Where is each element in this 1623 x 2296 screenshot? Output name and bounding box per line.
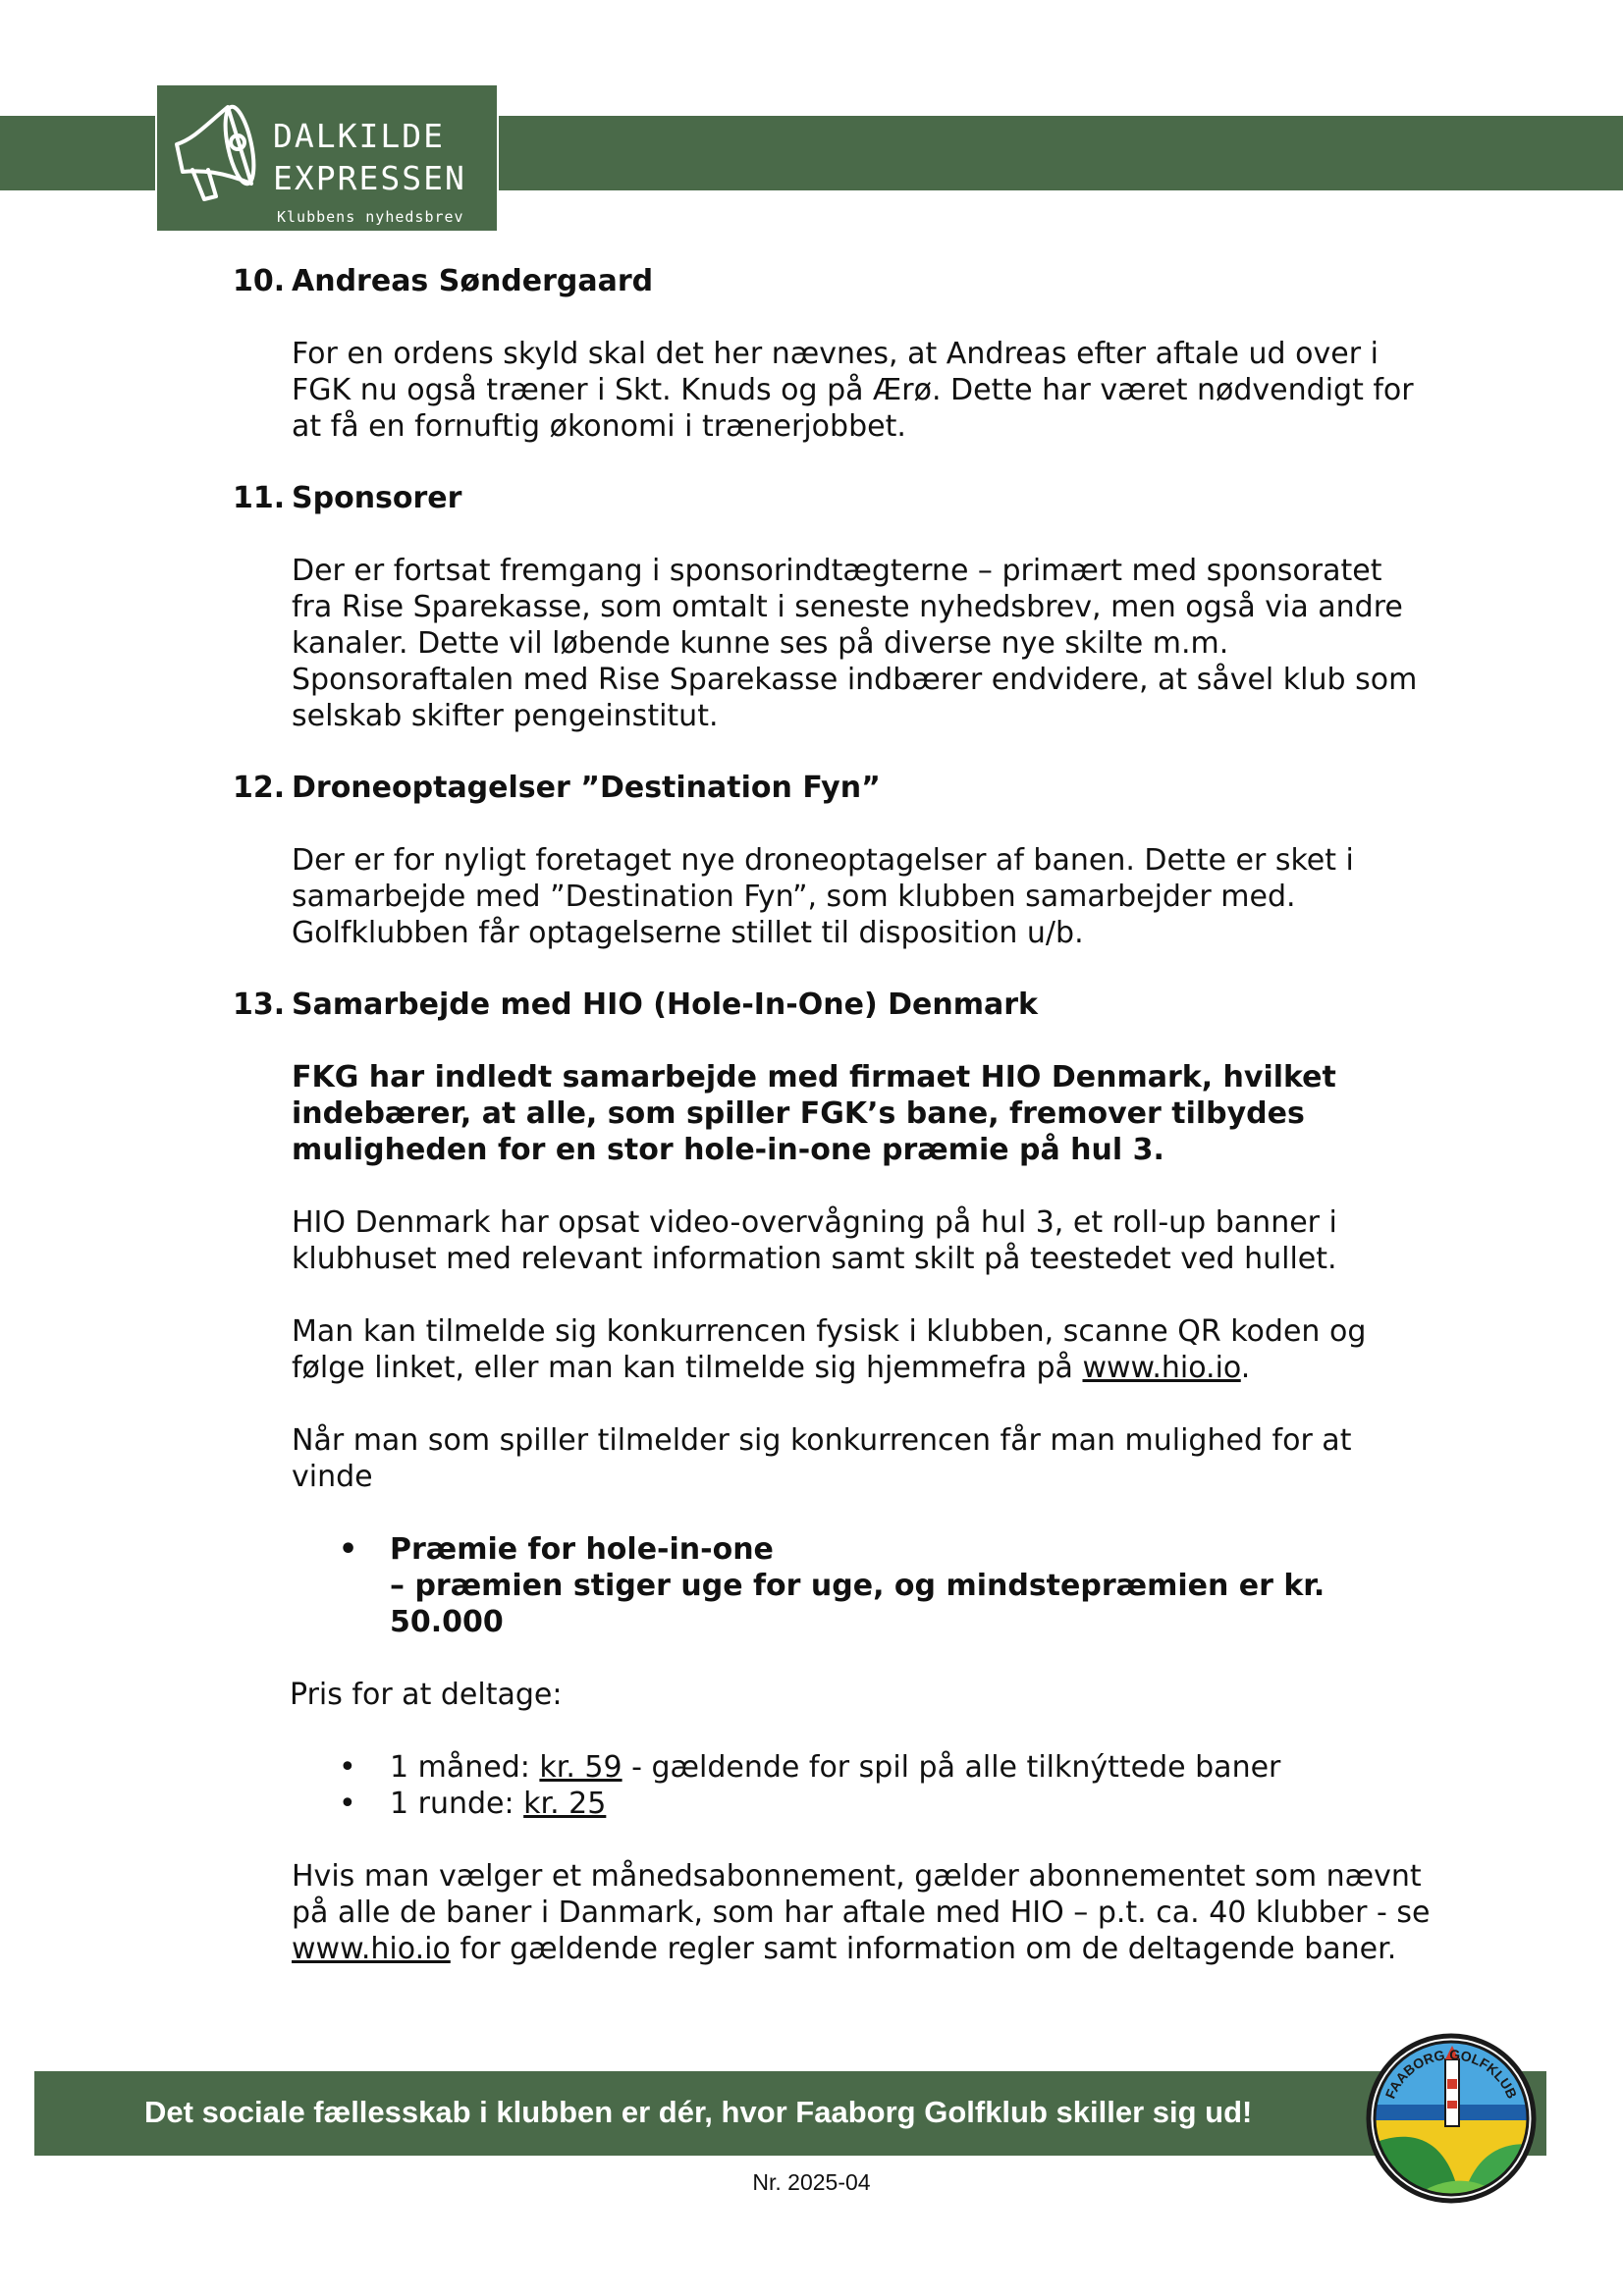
section-heading [233, 263, 1431, 299]
paragraph: HIO Denmark har opsat video-overvågning på hul 3, et roll-up banner i klubhuset med relevant information samt skilt på teestedet ved hullet. [292, 1205, 1337, 1276]
footer-band [34, 2071, 1546, 2156]
hio-link[interactable]: www.hio.io [292, 1932, 451, 1966]
newsletter-subtitle: Klubbens nyhedsbrev [277, 208, 464, 226]
list-item [390, 1531, 1431, 1640]
price-text: - gældende for spil på alle tilknýttede baner [622, 1750, 1281, 1785]
price-text: 1 måned: [390, 1750, 540, 1785]
signup-text: Man kan tilmelde sig konkurrencen fysisk i klubben, scanne QR koden og følge linket, eller man kan tilmelde sig hjemmefra på [292, 1314, 1367, 1385]
section-number: 12. [233, 771, 286, 805]
subscription-text-end: for gældende regler samt information om de deltagende baner. [450, 1932, 1397, 1966]
club-logo-text: FAABORG GOLFKLUB [1381, 2046, 1521, 2102]
newsletter-title-line2: EXPRESSEN [273, 159, 466, 197]
section-title: Andreas Søndergaard [292, 264, 654, 298]
paragraph: For en ordens skyld skal det her nævnes, at Andreas efter aftale ud over i FGK nu også træner i Skt. Knuds og på Ærø. Dette har været nødvendigt for at få en fornuftig økonomi i trænerjobbet. [292, 337, 1414, 444]
section-11 [233, 480, 1431, 734]
section-title: Samarbejde med HIO (Hole-In-One) Denmark [292, 988, 1038, 1022]
section-10 [233, 263, 1431, 445]
section-heading [233, 987, 1431, 1023]
signup-paragraph [292, 1313, 1431, 1386]
subscription-paragraph [292, 1858, 1431, 1967]
section-12 [233, 770, 1431, 951]
section-number: 11. [233, 481, 286, 515]
intro-paragraph: FKG har indledt samarbejde med firmaet HIO Denmark, hvilket indebærer, at alle, som spiller FGK’s bane, fremover tilbydes muligheden for en stor hole-in-one præmie på hul 3. [292, 1060, 1336, 1167]
price-link[interactable]: kr. 25 [523, 1787, 607, 1821]
list-item [390, 1786, 1431, 1822]
issue-number: Nr. 2025-04 [752, 2169, 871, 2195]
section-title: Sponsorer [292, 481, 462, 515]
section-title: Droneoptagelser ”Destination Fyn” [292, 771, 881, 805]
price-label: Pris for at deltage: [290, 1678, 563, 1712]
megaphone-icon [167, 101, 275, 209]
section-13 [233, 987, 1431, 1967]
prize-detail: – præmien stiger uge for uge, og mindstepræmien er kr. 50.000 [390, 1569, 1325, 1639]
section-number: 13. [233, 988, 286, 1022]
paragraph: Når man som spiller tilmelder sig konkurrencen får man mulighed for at vinde [292, 1423, 1352, 1494]
hio-link[interactable]: www.hio.io [1082, 1351, 1241, 1385]
article-content [233, 263, 1431, 2002]
subscription-text: Hvis man vælger et månedsabonnement, gælder abonnementet som nævnt på alle de baner i Danmark, som har aftale med HIO – p.t. ca. 40 klubber - se [292, 1859, 1431, 1930]
section-number: 10. [233, 264, 286, 298]
price-list [292, 1749, 1431, 1822]
paragraph: Der er fortsat fremgang i sponsorindtægterne – primært med sponsoratet fra Rise Sparekasse, som omtalt i seneste nyhedsbrev, men også via andre kanaler. Dette vil løbende kunne ses på diverse nye skilte m.m. Sponsoraftalen med Rise Sparekasse indbærer endvidere, at såvel klub som selskab skifter pengeinstitut. [292, 554, 1418, 733]
prize-title: • Præmie for hole-in-one [390, 1532, 774, 1567]
section-heading [233, 770, 1431, 806]
newsletter-title-line1: DALKILDE [273, 117, 445, 155]
signup-text-end: . [1240, 1351, 1251, 1385]
paragraph: Der er for nyligt foretaget nye droneoptagelser af banen. Dette er sket i samarbejde med ”Destination Fyn”, som klubben samarbejder med. Golfklubben får optagelserne stillet til disposition u/b. [292, 843, 1354, 950]
section-heading [233, 480, 1431, 516]
price-link[interactable]: kr. 59 [539, 1750, 622, 1785]
newsletter-logo [155, 83, 499, 233]
list-item [390, 1749, 1431, 1786]
prize-list [292, 1531, 1431, 1640]
price-text: 1 runde: [390, 1787, 524, 1821]
footer-tagline: Det sociale fællesskab i klubben er dér, hvor Faaborg Golfklub skiller sig ud! [144, 2095, 1253, 2129]
